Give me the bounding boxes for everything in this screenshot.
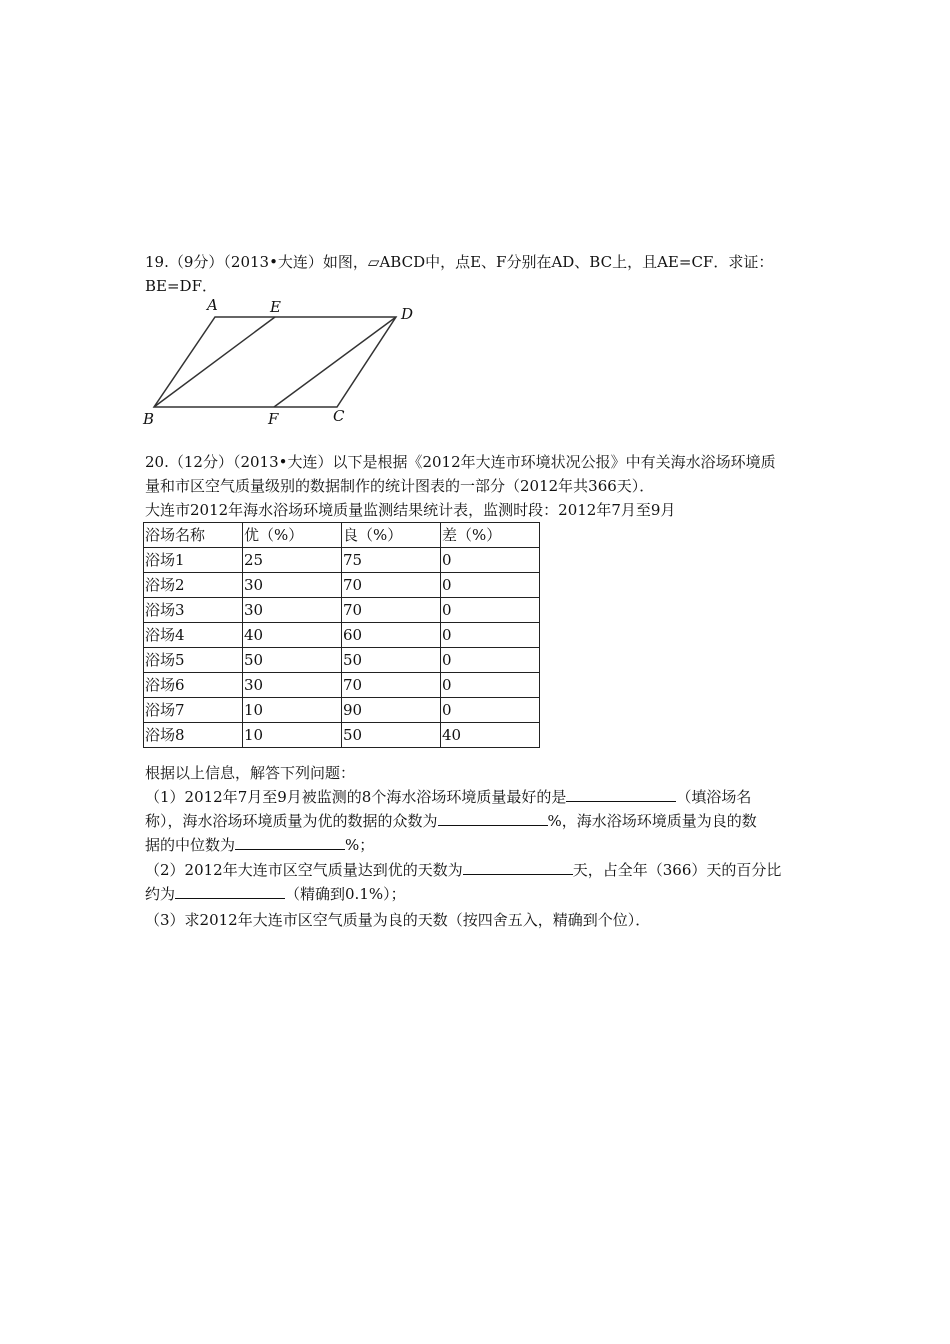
table-cell: 40 — [243, 623, 342, 648]
parallelogram-abcd — [154, 317, 396, 407]
q20-part2-text-b: 天，占全年（366）天的百分比 — [572, 861, 782, 879]
q20-part2-text-c: 约为 — [145, 885, 176, 903]
answer-blank-percentage[interactable] — [175, 884, 285, 899]
q20-part1-text-e: 据的中位数为 — [145, 836, 236, 854]
table-cell: 70 — [342, 598, 441, 623]
table-row — [144, 548, 540, 573]
label-f: F — [268, 410, 279, 428]
header-cell: 差（%） — [441, 523, 540, 548]
label-e: E — [270, 298, 281, 316]
q19-line1: 19.（9分）（2013•大连）如图，▱ABCD中，点E、F分别在AD、BC上，且AE=CF．求证： — [145, 253, 774, 271]
q20-intro: 根据以上信息，解答下列问题： — [145, 764, 356, 782]
table-cell: 浴场2 — [144, 573, 243, 598]
header-cell: 优（%） — [243, 523, 342, 548]
q20-part1-line3 — [145, 835, 374, 855]
table-cell: 70 — [342, 573, 441, 598]
table-cell: 50 — [243, 648, 342, 673]
table-cell: 70 — [342, 673, 441, 698]
table-cell: 50 — [342, 723, 441, 748]
table-cell: 60 — [342, 623, 441, 648]
table-cell: 10 — [243, 698, 342, 723]
table-cell: 0 — [441, 698, 540, 723]
label-c: C — [333, 407, 345, 425]
table-row — [144, 648, 540, 673]
table-cell: 0 — [441, 598, 540, 623]
beach-quality-table — [143, 522, 540, 748]
q20-part1-text-c: 称），海水浴场环境质量为优的数据的众数为 — [145, 812, 438, 830]
table-cell: 0 — [441, 573, 540, 598]
table-cell: 25 — [243, 548, 342, 573]
table-cell: 浴场4 — [144, 623, 243, 648]
answer-blank-median[interactable] — [235, 835, 345, 850]
table-cell: 0 — [441, 673, 540, 698]
answer-blank-mode[interactable] — [438, 811, 548, 826]
table-cell: 30 — [243, 573, 342, 598]
q20-part1-text-d: %，海水浴场环境质量为良的数 — [547, 812, 757, 830]
table-row — [144, 673, 540, 698]
answer-blank-excellent-days[interactable] — [463, 860, 573, 875]
parallelogram-figure — [140, 296, 430, 431]
label-a: A — [207, 296, 218, 314]
table-cell: 浴场3 — [144, 598, 243, 623]
parallelogram-diagram — [140, 296, 430, 431]
table-cell: 50 — [342, 648, 441, 673]
q20-part3: （3）求2012年大连市区空气质量为良的天数（按四舍五入，精确到个位）． — [145, 911, 651, 929]
table-cell: 40 — [441, 723, 540, 748]
q19-line2: BE=DF． — [145, 277, 217, 295]
q20-line2: 量和市区空气质量级别的数据制作的统计图表的一部分（2012年共366天）． — [145, 477, 655, 495]
table-cell: 浴场6 — [144, 673, 243, 698]
table-cell: 90 — [342, 698, 441, 723]
table-row — [144, 623, 540, 648]
table-cell: 0 — [441, 648, 540, 673]
table-row — [144, 573, 540, 598]
segment-df — [274, 317, 396, 407]
q20-line1: 20.（12分）（2013•大连）以下是根据《2012年大连市环境状况公报》中有关海水浴场环境质 — [145, 453, 776, 471]
header-cell: 浴场名称 — [144, 523, 243, 548]
q20-part1-text-f: %； — [345, 836, 375, 854]
q20-part2-line2 — [145, 884, 406, 904]
q20-part1-text-b: （填浴场名 — [676, 788, 752, 806]
table-row — [144, 598, 540, 623]
table-caption: 大连市2012年海水浴场环境质量监测结果统计表，监测时段：2012年7月至9月 — [145, 501, 676, 519]
table-cell: 0 — [441, 623, 540, 648]
label-d: D — [401, 305, 414, 323]
label-b: B — [143, 410, 155, 428]
table-cell: 浴场1 — [144, 548, 243, 573]
q20-part2-text-a: （2）2012年大连市区空气质量达到优的天数为 — [145, 861, 463, 879]
table-cell: 10 — [243, 723, 342, 748]
table-header-row — [144, 523, 540, 548]
table-cell: 浴场8 — [144, 723, 243, 748]
table-cell: 0 — [441, 548, 540, 573]
segment-be — [154, 317, 275, 407]
q20-part2-line1 — [145, 860, 781, 880]
q20-part2-text-d: （精确到0.1%）； — [285, 885, 406, 903]
table-cell: 浴场7 — [144, 698, 243, 723]
table-cell: 30 — [243, 673, 342, 698]
table-cell: 浴场5 — [144, 648, 243, 673]
table-cell: 30 — [243, 598, 342, 623]
answer-blank-best-beach[interactable] — [566, 787, 676, 802]
q20-part1-text-a: （1）2012年7月至9月被监测的8个海水浴场环境质量最好的是 — [145, 788, 567, 806]
header-cell: 良（%） — [342, 523, 441, 548]
q20-part1-line2 — [145, 811, 757, 831]
table-cell: 75 — [342, 548, 441, 573]
q20-part1-line1 — [145, 787, 751, 807]
table-row — [144, 698, 540, 723]
table-row — [144, 723, 540, 748]
